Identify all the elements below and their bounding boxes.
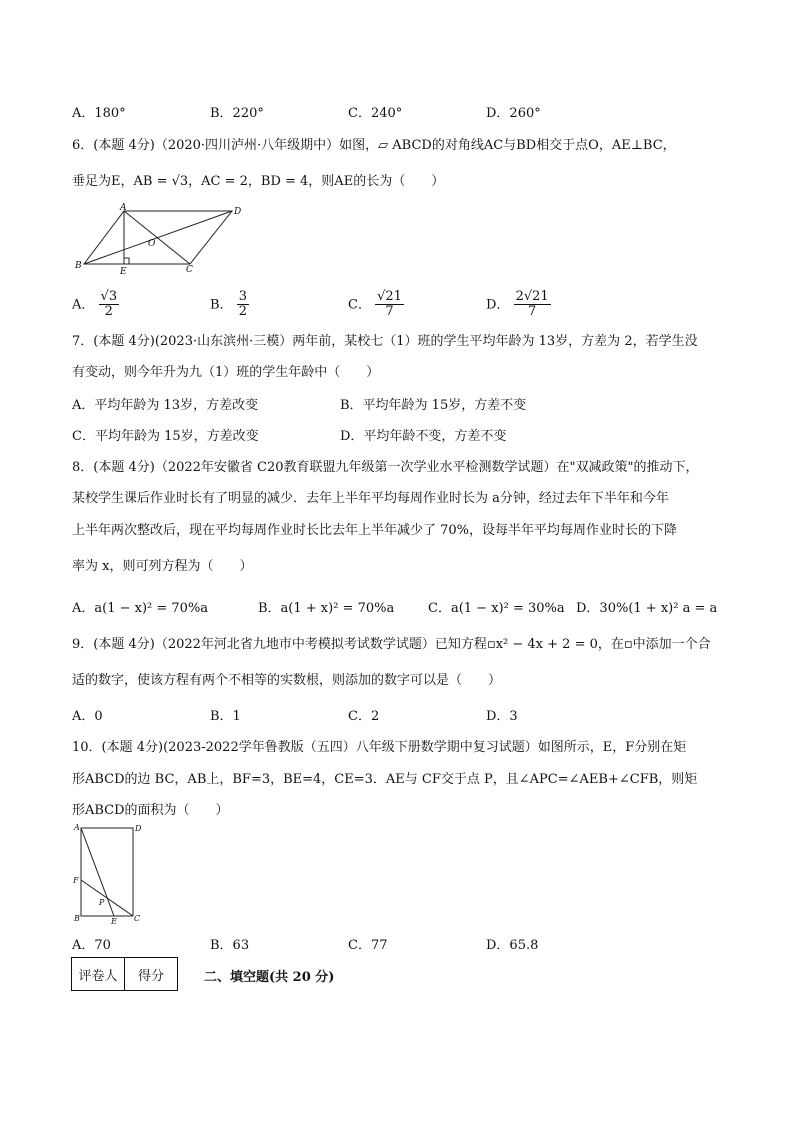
q10-stem-line1: 10．(本题 4分)(2023-2022学年鲁教版（五四）八年级下册数学期中复习试题）如图所示，E，F分别在矩 xyxy=(72,740,687,755)
q9-stem-line2: 适的数字，使该方程有两个不相等的实数根，则添加的数字可以是（ ） xyxy=(72,673,502,688)
q9-option-b: B．1 xyxy=(210,709,241,724)
q6-option-d-numerator: 2√21 xyxy=(515,289,549,304)
grader-cell: 评卷人 xyxy=(72,958,125,991)
q6-option-b-denominator: 2 xyxy=(238,304,247,320)
q10-rectangle-figure xyxy=(70,822,150,927)
q6-option-c xyxy=(348,290,404,320)
score-box xyxy=(71,957,188,991)
q10-option-c: C．77 xyxy=(348,938,388,953)
q6-label-b: B xyxy=(75,261,82,271)
q10-label-e: E xyxy=(111,917,117,926)
blank-cell xyxy=(178,958,189,991)
q10-label-c: C xyxy=(134,914,141,923)
q10-label-d: D xyxy=(135,824,142,833)
q8-stem-line4: 率为 x，则可列方程为（ ） xyxy=(72,559,253,574)
q6-option-b-letter: B． xyxy=(210,297,233,313)
q6-option-c-letter: C． xyxy=(348,297,371,313)
q6-option-a-letter: A． xyxy=(72,297,95,313)
q6-stem-line2: 垂足为E，AB = √3，AC = 2，BD = 4，则AE的长为（ ） xyxy=(72,174,445,189)
q10-label-b: B xyxy=(74,914,80,923)
q6-label-c: C xyxy=(186,265,193,275)
q6-parallelogram-figure xyxy=(72,202,247,277)
q8-option-b: B．a(1 + x)² = 70%a xyxy=(258,601,395,616)
q8-stem-line3: 上半年两次整改后，现在平均每周作业时长比去年上半年减少了 70%，设每半年平均每周作业时长的下降 xyxy=(72,523,678,538)
q8-option-a: A．a(1 − x)² = 70%a xyxy=(72,601,209,616)
q6-option-b xyxy=(210,290,249,320)
q5-option-d: D．260° xyxy=(486,106,541,121)
q7-option-b: B．平均年龄为 15岁，方差不变 xyxy=(340,398,527,413)
q9-option-a: A．0 xyxy=(72,709,103,724)
section-2-title: 二、填空题(共 20 分) xyxy=(204,970,335,985)
q5-option-c: C．240° xyxy=(348,106,403,121)
q8-option-d: D．30%(1 + x)² a = a xyxy=(576,601,718,616)
q6-label-o: O xyxy=(148,239,156,249)
q6-label-d: D xyxy=(234,207,242,217)
q10-label-a: A xyxy=(74,823,80,832)
q7-stem-line2: 有变动，则今年升为九（1）班的学生年龄中（ ） xyxy=(72,365,380,380)
q6-option-c-numerator: √21 xyxy=(377,289,402,304)
q6-option-d xyxy=(486,290,551,320)
q5-option-b: B．220° xyxy=(210,106,264,121)
q10-stem-line3: 形ABCD的面积为（ ） xyxy=(72,803,229,818)
q8-stem-line1: 8．(本题 4分)（2022年安徽省 C20教育联盟九年级第一次学业水平检测数学试题）在"双减政策"的推动下， xyxy=(72,460,699,475)
q6-option-a-denominator: 2 xyxy=(104,304,113,320)
q6-label-a: A xyxy=(120,203,127,213)
q9-option-c: C．2 xyxy=(348,709,380,724)
q10-label-f: F xyxy=(73,876,79,885)
q10-option-a: A．70 xyxy=(72,938,111,953)
q10-label-p: P xyxy=(99,898,105,907)
q8-option-c: C．a(1 − x)² = 30%a xyxy=(428,601,565,616)
q6-option-a xyxy=(72,290,119,320)
q6-option-b-numerator: 3 xyxy=(238,289,247,304)
q6-option-d-denominator: 7 xyxy=(527,304,537,320)
q10-option-b: B．63 xyxy=(210,938,250,953)
q7-option-c: C．平均年龄为 15岁，方差改变 xyxy=(72,429,259,444)
score-label-cell: 得分 xyxy=(125,958,178,991)
q6-option-d-letter: D． xyxy=(486,297,510,313)
q6-option-a-numerator: √3 xyxy=(100,289,118,304)
q7-stem-line1: 7．(本题 4分)(2023·山东滨州·三模）两年前，某校七（1）班的学生平均年龄为 13岁，方差为 2，若学生没 xyxy=(72,334,698,349)
q6-stem-line1: 6．(本题 4分)（2020·四川泸州·八年级期中）如图，▱ ABCD的对角线AC与BD相交于点O，AE⊥BC， xyxy=(72,138,676,153)
q9-stem-line1: 9．(本题 4分)（2022年河北省九地市中考模拟考试数学试题）已知方程▫x² − 4x + 2 = 0，在▫中添加一个合 xyxy=(72,637,711,652)
q10-option-d: D．65.8 xyxy=(486,938,539,953)
q10-stem-line2: 形ABCD的边 BC，AB上，BF=3，BE=4，CE=3．AE与 CF交于点 P，且∠APC=∠AEB+∠CFB，则矩 xyxy=(72,772,698,787)
q9-option-d: D．3 xyxy=(486,709,518,724)
q7-option-a: A．平均年龄为 13岁，方差改变 xyxy=(72,398,259,413)
q5-option-a: A．180° xyxy=(72,106,126,121)
q8-stem-line2: 某校学生课后作业时长有了明显的减少．去年上半年平均每周作业时长为 a分钟，经过去年下半年和今年 xyxy=(72,491,669,506)
q6-option-c-denominator: 7 xyxy=(385,304,394,320)
q6-label-e: E xyxy=(120,267,127,277)
q7-option-d: D．平均年龄不变，方差不变 xyxy=(340,429,507,444)
